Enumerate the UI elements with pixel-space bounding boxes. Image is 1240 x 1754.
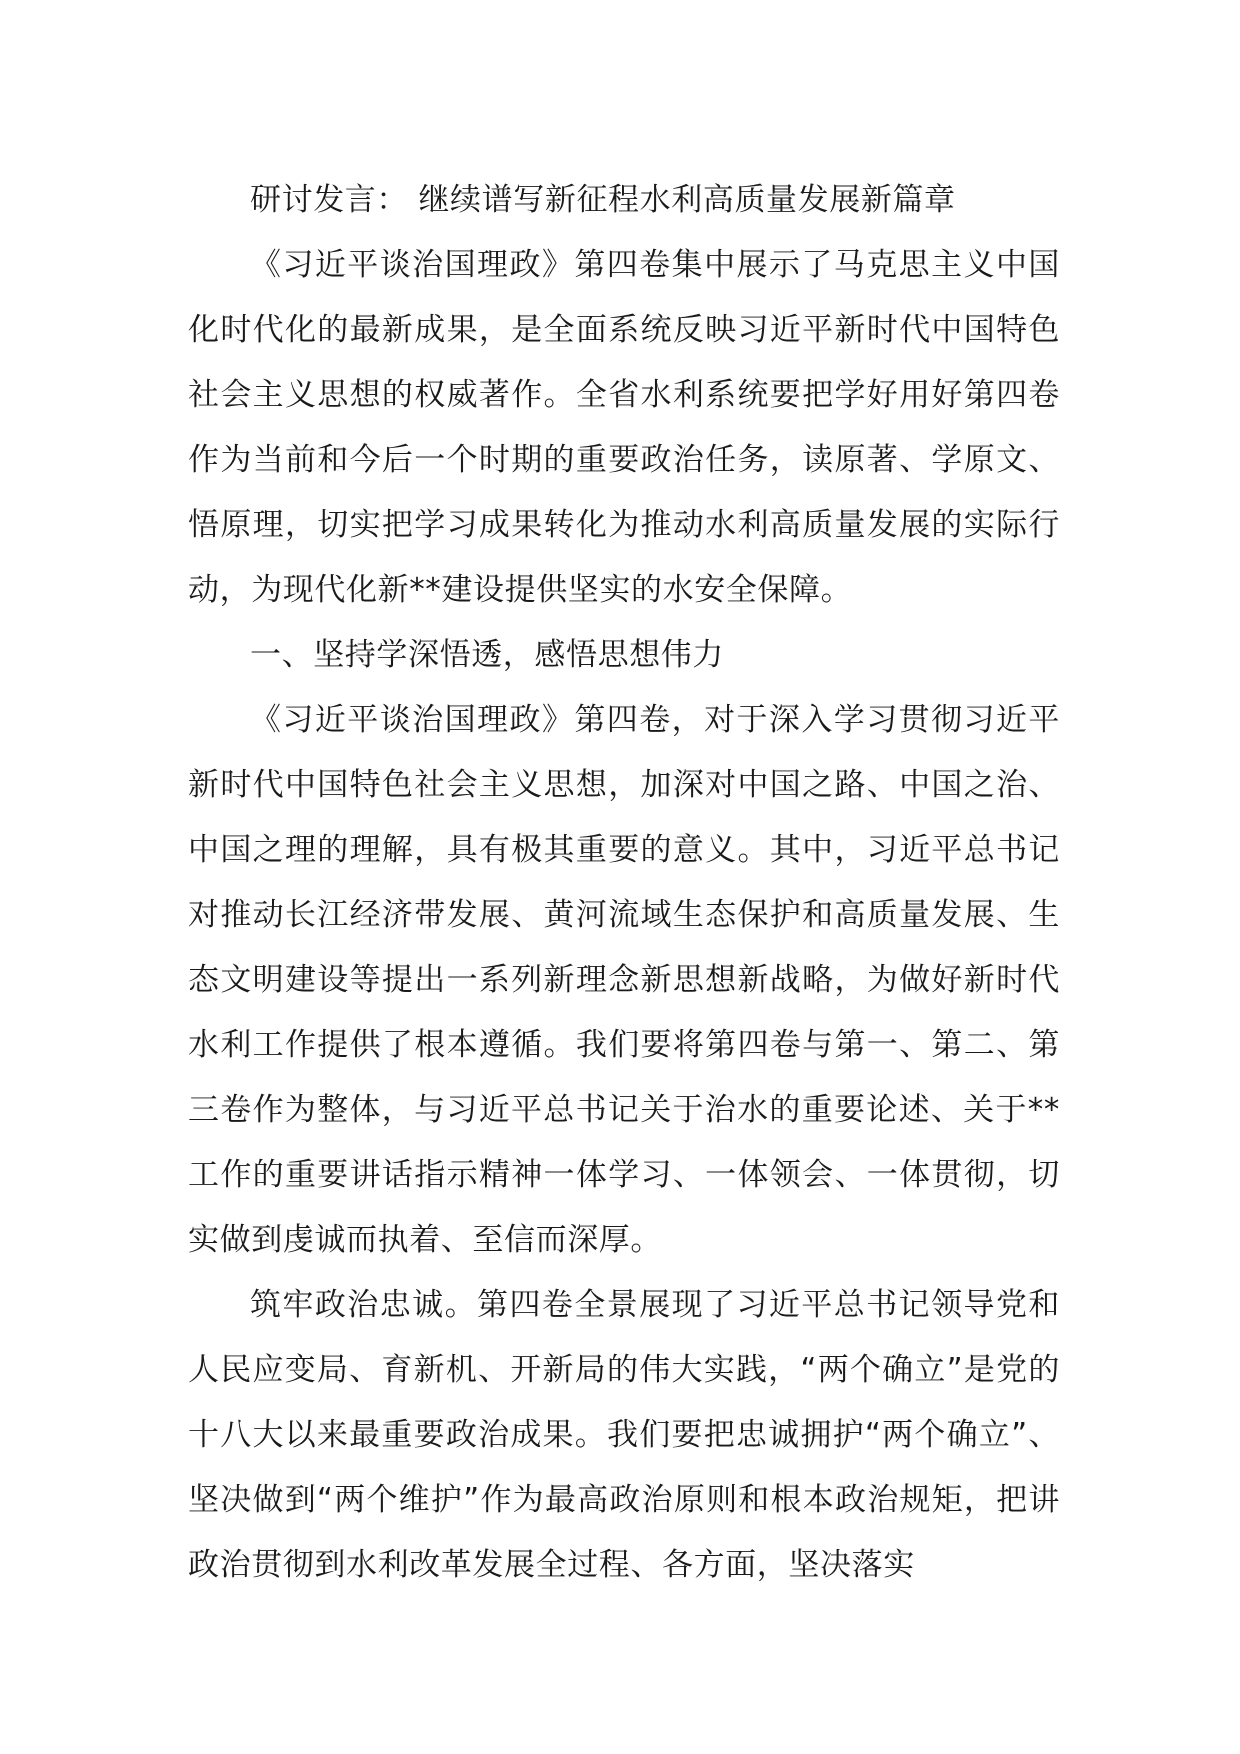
paragraph-political-loyalty: 筑牢政治忠诚。第四卷全景展现了习近平总书记领导党和人民应变局、育新机、开新局的伟大实践，“两个确立”是党的十八大以来最重要政治成果。我们要把忠诚拥护“两个确立”、坚决做到“两个维护”作为最高政治原则和根本政治规矩，把讲政治贯彻到水利改革发展全过程、各方面，坚决落实: [188, 1287, 1060, 1583]
paragraph-section-1: 《习近平谈治国理政》第四卷，对于深入学习贯彻习近平新时代中国特色社会主义思想，加深对中国之路、中国之治、中国之理的理解，具有极其重要的意义。其中，习近平总书记对推动长江经济带发展、黄河流域生态保护和高质量发展、生态文明建设等提出一系列新理念新思想新战略，为做好新时代水利工作提供了根本遵循。我们要将第四卷与第一、第二、第三卷作为整体，与习近平总书记关于治水的重要论述、关于**工作的重要讲话指示精神一体学习、一体领会、一体贯彻，切实做到虔诚而执着、至信而深厚。: [188, 702, 1060, 1258]
paragraph-intro: 《习近平谈治国理政》第四卷集中展示了马克思主义中国化时代化的最新成果，是全面系统反映习近平新时代中国特色社会主义思想的权威著作。全省水利系统要把学好用好第四卷作为当前和今后一个时期的重要政治任务，读原著、学原文、悟原理，切实把学习成果转化为推动水利高质量发展的实际行动，为现代化新**建设提供坚实的水安全保障。: [188, 247, 1060, 608]
section-heading-1: 一、坚持学深悟透，感悟思想伟力: [250, 637, 724, 673]
document-title: 研讨发言： 继续谱写新征程水利高质量发展新篇章: [250, 182, 956, 218]
document-body: [188, 168, 1060, 1598]
